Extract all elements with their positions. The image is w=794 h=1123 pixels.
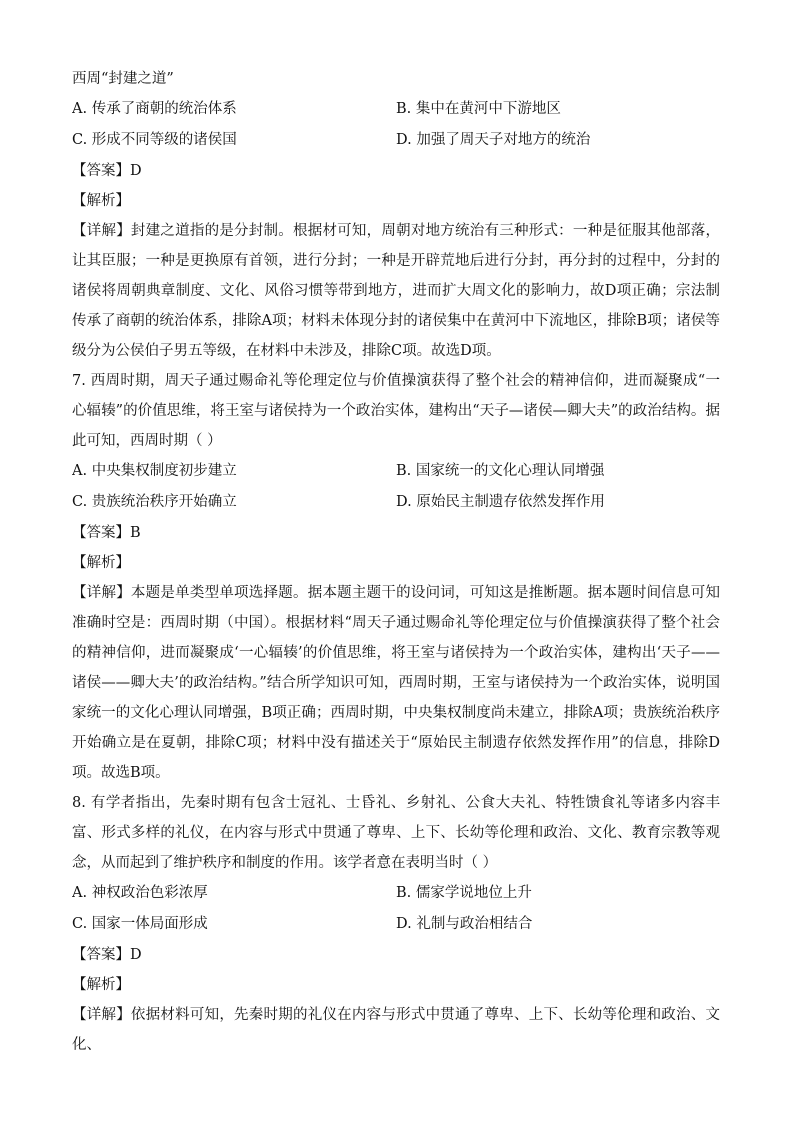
q7-analysis-label: 【解析】 <box>72 555 130 571</box>
q8-analysis-label: 【解析】 <box>72 977 130 993</box>
q7-detail: 【详解】本题是单类型单项选择题。据本题主题干的设问词，可知这是推断题。据本题时间信息可知准确时空是：西周时期（中国）。根据材料“周天子通过赐命礼等伦理定位与价值操演获得了整个社会的精神信仰，进而凝聚成‘一心辐辏’的价值思维，将王室与诸侯持为一个政治实体，建构出‘天子——诸侯——卿大夫’的政治结构。”结合所学知识可知，西周时期，王室与诸侯持为一个政治实体，说明国家统一的文化心理认同增强，B项正确；西周时期，中央集权制度尚未建立，排除A项；贵族统治秩序开始确立是在夏朝，排除C项；材料中没有描述关于“原始民主制遗存依然发挥作用”的信息，排除D项。故选B项。 <box>72 585 720 781</box>
q7-answer: 【答案】B <box>72 525 141 541</box>
q6-answer: 【答案】D <box>72 163 142 179</box>
q8-option-a: A. 神权政治色彩浓厚 <box>72 885 208 901</box>
q6-detail: 【详解】封建之道指的是分封制。根据材可知，周朝对地方统治有三种形式：一种是征服其他部落，让其臣服；一种是更换原有首领，进行分封；一种是开辟荒地后进行分封，再分封的过程中，分封的诸侯将周朝典章制度、文化、风俗习惯等带到地方，进而扩大周文化的影响力，故D项正确；宗法制传承了商朝的统治体系，排除A项；材料未体现分封的诸侯集中在黄河中下流地区，排除B项；诸侯等级分为公侯伯子男五等级，在材料中未涉及，排除C项。故选D项。 <box>72 223 720 359</box>
q7-option-a: A. 中央集权制度初步建立 <box>72 463 237 479</box>
document-content <box>72 64 720 1060</box>
q8-options-row-1 <box>72 878 720 909</box>
q6-analysis-label: 【解析】 <box>72 193 130 209</box>
q7-stem: 7. 西周时期，周天子通过赐命礼等伦理定位与价值操演获得了整个社会的精神信仰，进而凝聚成“一心辐辏”的价值思维，将王室与诸侯持为一个政治实体，建构出“天子—诸侯—卿大夫”的政治结构。据此可知，西周时期（ ） <box>72 373 720 449</box>
q7-options-row-1 <box>72 456 720 487</box>
q7-option-b: B. 国家统一的文化心理认同增强 <box>396 463 605 479</box>
q6-stem-tail: 西周“封建之道” <box>72 71 174 87</box>
q8-stem: 8. 有学者指出，先秦时期有包含士冠礼、士昏礼、乡射礼、公食大夫礼、特牲馈食礼等诸多内容丰富、形式多样的礼仪，在内容与形式中贯通了尊卑、上下、长幼等伦理和政治、文化、教育宗教等观念，从而起到了维护秩序和制度的作用。该学者意在表明当时（ ） <box>72 795 720 871</box>
q6-option-d: D. 加强了周天子对地方的统治 <box>396 132 591 148</box>
q8-option-b: B. 儒家学说地位上升 <box>396 885 532 901</box>
q8-answer: 【答案】D <box>72 947 142 963</box>
q8-options-row-2 <box>72 909 720 940</box>
q7-option-d: D. 原始民主制遗存依然发挥作用 <box>396 494 605 510</box>
q7-option-c: C. 贵族统治秩序开始确立 <box>72 494 237 510</box>
q7-options-row-2 <box>72 487 720 518</box>
q6-options-row-2 <box>72 125 720 156</box>
q8-option-c: C. 国家一体局面形成 <box>72 916 208 932</box>
q8-detail: 【详解】依据材料可知，先秦时期的礼仪在内容与形式中贯通了尊卑、上下、长幼等伦理和政治、文化、 <box>72 1007 720 1053</box>
q6-option-b: B. 集中在黄河中下游地区 <box>396 101 561 117</box>
q6-option-c: C. 形成不同等级的诸侯国 <box>72 132 237 148</box>
q6-option-a: A. 传承了商朝的统治体系 <box>72 101 237 117</box>
q8-option-d: D. 礼制与政治相结合 <box>396 916 533 932</box>
q6-options-row-1 <box>72 94 720 125</box>
